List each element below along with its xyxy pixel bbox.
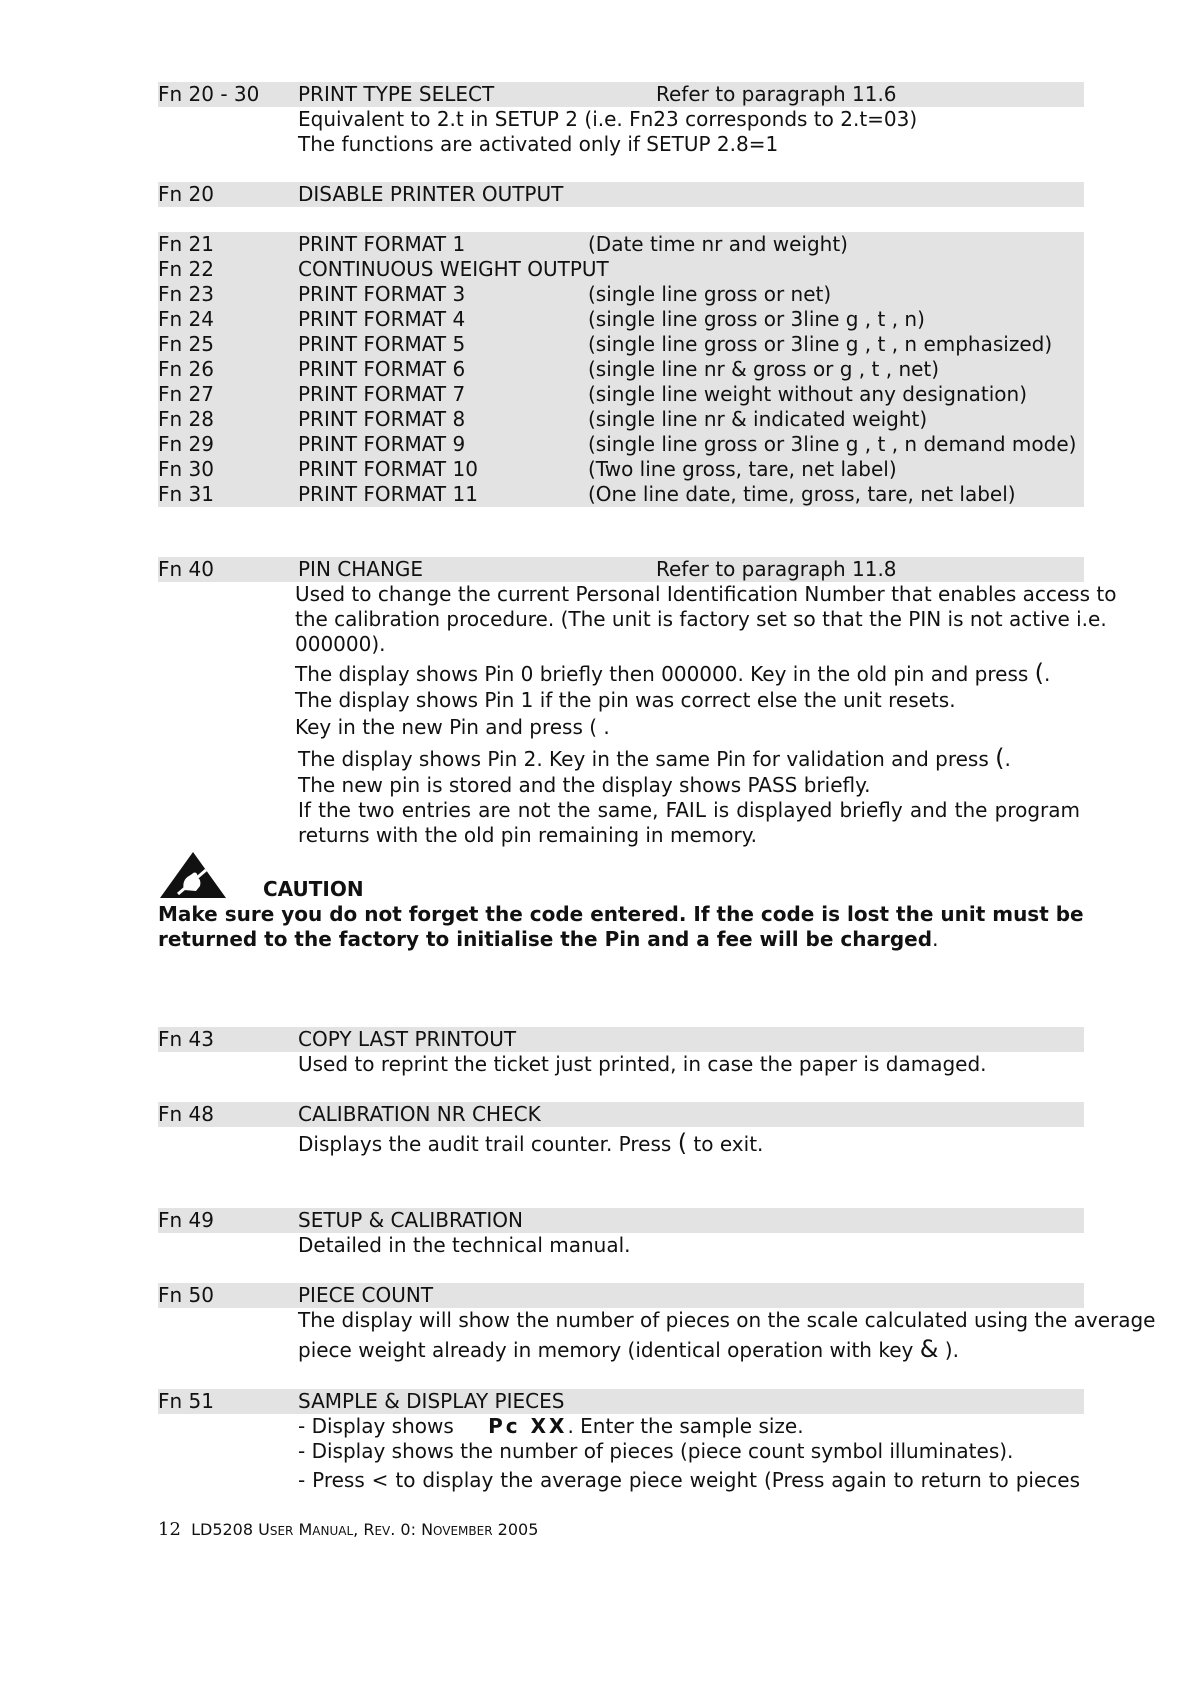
fn-code: Fn 20 (158, 182, 214, 206)
piece-count-key-glyph: & (919, 1335, 939, 1363)
page-number: 12 (158, 1519, 181, 1540)
pin-paragraph-line: Used to change the current Personal Identification Number that enables access to (295, 582, 1117, 606)
section-title: SETUP & CALIBRATION (298, 1208, 523, 1232)
section-title: PIN CHANGE (298, 557, 424, 581)
pin-step-label: The display shows Pin 0 briefly then 000000. Key in the old pin and press (295, 662, 1029, 686)
paragraph-reference: Refer to paragraph 11.6 (656, 82, 897, 106)
enter-key-glyph: ( . (589, 715, 610, 739)
section-body: Detailed in the technical manual. (298, 1233, 631, 1257)
table-row-fn: Fn 25 (158, 332, 214, 356)
section-body (298, 1131, 763, 1156)
table-row-desc: (single line gross or 3line g , t , n) (588, 307, 925, 331)
pin-paragraph-line: the calibration procedure. (The unit is factory set so that the PIN is not active i.e. (295, 607, 1107, 631)
table-row-fn: Fn 23 (158, 282, 214, 306)
table-row-desc: (single line gross or 3line g , t , n demand mode) (588, 432, 1077, 456)
caution-warning-line: Make sure you do not forget the code entered. If the code is lost the unit must be (158, 902, 1084, 926)
period: . (1044, 662, 1051, 686)
pin-step-text: The new pin is stored and the display shows PASS briefly. (298, 773, 871, 797)
table-row-fn: Fn 28 (158, 407, 214, 431)
pin-paragraph-line: If the two entries are not the same, FAIL is displayed briefly and the program (298, 798, 1080, 822)
fn-code: Fn 40 (158, 557, 214, 581)
section-body-text: to exit. (693, 1132, 764, 1156)
section-body-line: The display will show the number of pieces on the scale calculated using the average (298, 1308, 1156, 1332)
table-row-title: CONTINUOUS WEIGHT OUTPUT (298, 257, 609, 281)
section-header-bar (158, 1283, 1084, 1308)
caution-warning-line (158, 927, 1080, 952)
table-row-fn: Fn 30 (158, 457, 214, 481)
table-row-title: PRINT FORMAT 5 (298, 332, 466, 356)
table-row-desc: (single line nr & gross or g , t , net) (588, 357, 940, 381)
section-header-bar (158, 1389, 1084, 1414)
fn-code: Fn 50 (158, 1283, 214, 1307)
table-row-title: PRINT FORMAT 3 (298, 282, 466, 306)
fn-code: Fn 49 (158, 1208, 214, 1232)
section-title: PIECE COUNT (298, 1283, 434, 1307)
section-title: CALIBRATION NR CHECK (298, 1102, 541, 1126)
pin-step-label: The display shows Pin 2. Key in the same Pin for validation and press (298, 747, 989, 771)
table-row-desc: (single line weight without any designation) (588, 382, 1027, 406)
section-body-line (298, 1414, 804, 1439)
table-row-title: PRINT FORMAT 4 (298, 307, 466, 331)
section-title: PRINT TYPE SELECT (298, 82, 495, 106)
section-title: DISABLE PRINTER OUTPUT (298, 182, 564, 206)
footer-text: LD5208 USER MANUAL, REV. 0: NOVEMBER 2005 (191, 1520, 539, 1539)
section-title: COPY LAST PRINTOUT (298, 1027, 517, 1051)
display-code: Pc XX (488, 1414, 568, 1438)
section-header-bar (158, 1027, 1084, 1052)
period: . (932, 927, 939, 951)
table-row-fn: Fn 26 (158, 357, 214, 381)
table-row-title: PRINT FORMAT 9 (298, 432, 466, 456)
section-title: SAMPLE & DISPLAY PIECES (298, 1389, 565, 1413)
fn-code: Fn 20 - 30 (158, 82, 260, 106)
table-row-fn: Fn 21 (158, 232, 214, 256)
section-header-bar (158, 1102, 1084, 1127)
enter-key-glyph: ( (995, 744, 1005, 772)
section-body: Used to reprint the ticket just printed, in case the paper is damaged. (298, 1052, 987, 1076)
pin-step-text (295, 715, 610, 740)
enter-key-glyph: ( (1034, 659, 1045, 687)
paragraph-reference: Refer to paragraph 11.8 (656, 557, 897, 581)
fn-code: Fn 51 (158, 1389, 214, 1413)
table-row-desc: (single line gross or net) (588, 282, 832, 306)
table-row-fn: Fn 24 (158, 307, 214, 331)
section-body: Equivalent to 2.t in SETUP 2 (i.e. Fn23 corresponds to 2.t=03) (298, 107, 918, 131)
page-footer (158, 1517, 538, 1544)
table-row-title: PRINT FORMAT 1 (298, 232, 466, 256)
fn-code: Fn 48 (158, 1102, 214, 1126)
caution-warning-text: returned to the factory to initialise the Pin and a fee will be charged (158, 927, 933, 951)
pin-step-text: The display shows Pin 1 if the pin was correct else the unit resets. (295, 688, 956, 712)
pin-step-text (298, 746, 1011, 771)
pin-step-text (295, 661, 1050, 686)
table-row-desc: (Two line gross, tare, net label) (588, 457, 897, 481)
enter-key-glyph: ( (677, 1129, 688, 1157)
section-body-line (298, 1337, 959, 1362)
section-body-text: piece weight already in memory (identical operation with key (298, 1338, 914, 1362)
section-body-text: ). (944, 1338, 959, 1362)
table-row-title: PRINT FORMAT 11 (298, 482, 478, 506)
table-row-desc: (Date time nr and weight) (588, 232, 848, 256)
section-body: The functions are activated only if SETUP 2.8=1 (298, 132, 779, 156)
section-header-bar (158, 82, 1084, 107)
table-row-fn: Fn 29 (158, 432, 214, 456)
pin-paragraph-line: 000000). (295, 632, 386, 656)
section-body-text: - Display shows (298, 1414, 454, 1438)
table-row-title: PRINT FORMAT 8 (298, 407, 466, 431)
section-body-text: . Enter the sample size. (567, 1414, 804, 1438)
section-body-line: - Display shows the number of pieces (piece count symbol illuminates). (298, 1439, 1014, 1463)
section-header-bar (158, 557, 1084, 582)
fn-code: Fn 43 (158, 1027, 214, 1051)
table-row-title: PRINT FORMAT 7 (298, 382, 466, 406)
table-row-fn: Fn 22 (158, 257, 214, 281)
caution-title: CAUTION (263, 877, 364, 901)
table-row-desc: (One line date, time, gross, tare, net label) (588, 482, 1016, 506)
section-header-bar (158, 182, 1084, 207)
section-body-line: - Press < to display the average piece weight (Press again to return to pieces (298, 1468, 1080, 1492)
pin-paragraph-line: returns with the old pin remaining in memory. (298, 823, 758, 847)
table-row-title: PRINT FORMAT 10 (298, 457, 478, 481)
period: . (1004, 747, 1011, 771)
section-body-text: Displays the audit trail counter. Press (298, 1132, 672, 1156)
table-row-title: PRINT FORMAT 6 (298, 357, 466, 381)
table-row-desc: (single line nr & indicated weight) (588, 407, 928, 431)
caution-esd-icon (158, 850, 228, 900)
table-row-fn: Fn 31 (158, 482, 214, 506)
pin-step-label: Key in the new Pin and press (295, 715, 583, 739)
section-header-bar (158, 1208, 1084, 1233)
table-row-desc: (single line gross or 3line g , t , n emphasized) (588, 332, 1053, 356)
table-row-fn: Fn 27 (158, 382, 214, 406)
